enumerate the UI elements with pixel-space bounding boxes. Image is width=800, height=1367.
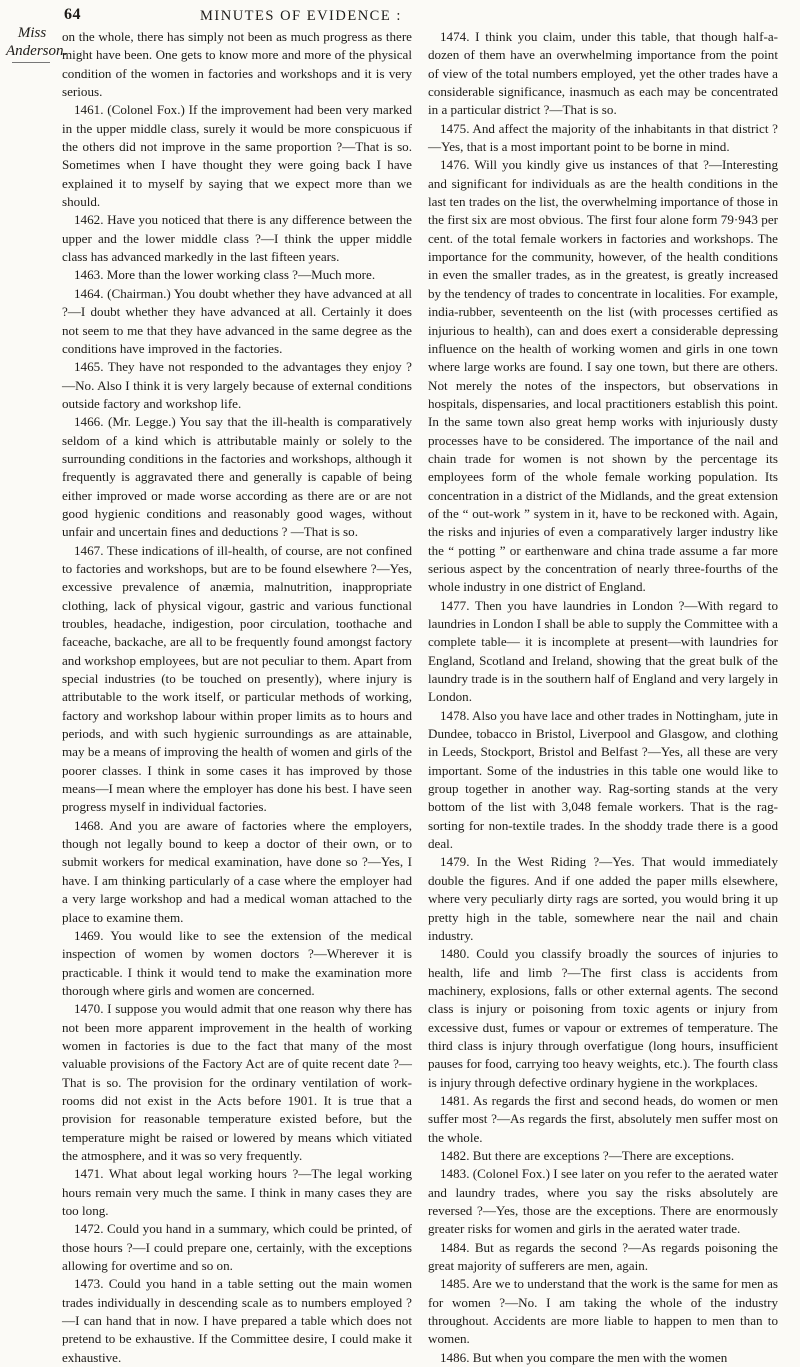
paragraph: 1473. Could you hand in a table setting out the main women trades individually in descending scale as to numbers employed ?—I can hand that in now. I have prepared a table which does not pretend to be exhaustive. If the Committee desire, I could make it exhaustive. bbox=[62, 1276, 412, 1365]
paragraph: 1467. These indications of ill-health, of course, are not confined to factories and workshops, but are to be found elsewhere ?—Yes, excessive prevalence of anæmia, malnutrition, inappropriate clothing, lack of physical vigour, gastric and various functional troubles, headache, indigestion, poor circulation, toothache and faceache, backache, are all to be frequently found amongst factory and workshop employees, but are not peculiar to them. Apart from special industries (to be touched on presently), where injury is attributable to the work itself, or particular methods of working, factory and workshop labour within proper limits as to hours and periods, and with such hygienic surroundings as are attainable, may be a means of improving the health of women and girls of the poorer classes. I think in some cases it has improved by those means—I mean where the employer has done his best. I have seen progress myself in individual factories. bbox=[62, 542, 412, 815]
paragraph: 1465. They have not responded to the advantages they enjoy ?—No. Also I think it is very largely because of external conditions outside factory and workshop life. bbox=[62, 359, 412, 411]
paragraph: 1462. Have you noticed that there is any difference between the upper and the lower middle class ?—I think the upper middle class has advanced markedly in the last fifteen years. bbox=[62, 212, 412, 265]
paragraph: 1461. (Colonel Fox.) If the improvement had been very marked in the upper middle class, surely it would be more conspicuous if the others did not improve in the same proportion ?—That is so. Sometimes when I have thought they were going back I have explained it to myself by saying that we expect more than we should. bbox=[62, 102, 412, 210]
paragraph: 1466. (Mr. Legge.) You say that the ill-health is comparatively seldom of a kind which is attributable mainly or solely to the surrounding conditions in the factories and workshops, although it frequently is aggravated there and generally is capable of being either improved or made worse according as there are or are not good hygienic conditions and reasonably good wages, without unfair and uncertain fines and deductions ? —That is so. bbox=[62, 414, 412, 540]
paragraph: 1463. More than the lower working class ?—Much more. bbox=[74, 267, 376, 283]
paragraph: 1482. But there are exceptions ?—There are exceptions. bbox=[440, 1147, 735, 1163]
paragraph: 1470. I suppose you would admit that one reason why there has not been more apparent improvement in the health of working women in factories is due to the fact that many of the most valuable provisions of the Factory Act are of quite recent date ?—That is so. The provision for the ordinary ventilation of work-rooms did not exist in the Acts before 1901. It is true that a provision for reasonable temperature existed before, but the temperature might be raised or lowered by means which vitiated the atmosphere, and it was so very frequently. bbox=[62, 1001, 412, 1163]
witness-surname: Anderson. bbox=[6, 43, 68, 59]
left-column bbox=[62, 28, 412, 1365]
paragraph: 1484. But as regards the second ?—As regards poisoning the great majority of sufferers are men, again. bbox=[428, 1239, 778, 1274]
page-number: 64 bbox=[64, 6, 81, 23]
paragraph: 1464. (Chairman.) You doubt whether they have advanced at all ?—I doubt whether they have advanced at all. Certainly it does not seem to me that they have advanced in the same degree as the conditions have improved in the factories. bbox=[62, 285, 412, 356]
paragraph: 1474. I think you claim, under this table, that though half-a-dozen of them have an overwhelming importance from the point of view of the total numbers employed, yet the other trades have a considerable significance, inasmuch as each may be concentrated in a particular district ?—That is so. bbox=[428, 29, 778, 118]
paragraph: 1483. (Colonel Fox.) I see later on you refer to the aerated water and laundry trades, where you say the risks absolutely are reversed ?—Yes, those are the exceptions. There are enormously greater risks for women and girls in the aerated water trade. bbox=[428, 1166, 778, 1237]
witness-divider bbox=[12, 62, 50, 63]
paragraph: 1478. Also you have lace and other trades in Nottingham, jute in Dundee, tobacco in Bristol, Liverpool and Glasgow, and clothing in Leeds, Stockport, Bristol and Belfast ?—Yes, all these are very important. Some of the industries in this table one would like to group together in another way. Rag-sorting stands at the very bottom of the list with 3,048 female workers. That is the rag-sorting for non-textile trades. In the shoddy trade there is a good deal. bbox=[428, 707, 778, 852]
paragraph: 1485. Are we to understand that the work is the same for men as for women ?—No. I am taking the whole of the industry throughout. Accidents are more liable to happen to men than to women. bbox=[428, 1276, 778, 1347]
page-header bbox=[60, 6, 780, 26]
paragraph: 1472. Could you hand in a summary, which could be printed, of those hours ?—I could prepare one, certainly, with the exceptions allowing for overtime and so on. bbox=[62, 1221, 412, 1274]
paragraph: 1468. And you are aware of factories where the employers, though not legally bound to keep a doctor of their own, or to submit workers for medical examination, have done so ?—Yes, I have. I am thinking particularly of a case where the employer had a very large workshop and had a medical woman attached to the place to examine them. bbox=[62, 817, 412, 925]
paragraph: 1486. But when you compare the men with the women bbox=[440, 1349, 728, 1365]
paragraph: 1477. Then you have laundries in London ?—With regard to laundries in London I shall be able to supply the Committee with a complete table— it is incomplete at present—with laundries for England, Scotland and Ireland, showing that the great bulk of the laundry trade is in the southern half of England and very largely in London. bbox=[428, 597, 778, 705]
paragraph: 1475. And affect the majority of the inhabitants in that district ?—Yes, that is a most important point to be borne in mind. bbox=[428, 120, 778, 155]
paragraph: 1471. What about legal working hours ?—The legal working hours remain very much the same. I think in many cases they are too long. bbox=[62, 1166, 412, 1218]
right-column bbox=[428, 28, 778, 1365]
paragraph: 1476. Will you kindly give us instances of that ?—Interesting and significant for individuals as are the health conditions in the last ten trades on the list, the overwhelming importance of those in the first six are most obvious. The first four alone form 79·943 per cent. of the total female workers in factories and workshops. The importance for the community, however, of the health conditions in even the smaller trades, as in the greatest, is greatly increased by the tendency of trades to concentrate in localities. For example, india-rubber, seventeenth on the list (with processes certified as injurious to health), can and does exert a considerable depressing influence on the health of working women and girls in one town where large works are found. I say one town, but there are others. Not merely the notes of the inspectors, but observations in hospitals, dispensaries, and local practitioners establish this point. In the same town also great hemp works with injuriously dusty processes have to be considered. The importance of the nail and chain trade for women is not shown by the percentage its employees form of the whole female working population. Its concentration in a district of the Midlands, and the great extension of the “ out-work ” system in it, have to be reckoned with. Again, the risks and injuries of even a comparatively larger industry like the “ potting ” or earthenware and china trade assume a far more serious aspect by the concentration of nearly three-fourths of the whole industry in one district of England. bbox=[428, 157, 778, 595]
paragraph: 1479. In the West Riding ?—Yes. That would immediately double the figures. And if one added the paper mills elsewhere, where very peculiarly dirty rags are sorted, you would bring it up pretty high in the table, somewhere near the nail and chain industry. bbox=[428, 854, 778, 943]
paragraph: on the whole, there has simply not been as much progress as there might have been. One gets to know more and more of the physical condition of the women in factories and workshops and it is very serious. bbox=[62, 29, 412, 100]
paragraph: 1481. As regards the first and second heads, do women or men suffer most ?—As regards the first, absolutely men suffer most on the whole. bbox=[428, 1092, 778, 1145]
paragraph: 1469. You would like to see the extension of the medical inspection of women by women doctors ?—Wherever it is practicable. I think it would tend to make the examination more thorough where girls and women are concerned. bbox=[62, 927, 412, 998]
witness-name bbox=[6, 24, 68, 60]
witness-title: Miss bbox=[17, 25, 47, 41]
running-title: MINUTES OF EVIDENCE : bbox=[200, 8, 402, 24]
paragraph: 1480. Could you classify broadly the sources of injuries to health, life and limb ?—The first class is accidents from machinery, explosions, falls or other external agents. The second class is injury or poisoning from toxic agents or injury from excessive dust, fumes or vapour or extremes of temperature. The third class is injury through overfatigue (long hours, insufficient pauses for food, carrying too heavy weights, etc.). The fourth class is injury through defective ordinary hygiene in the workplaces. bbox=[428, 946, 778, 1090]
